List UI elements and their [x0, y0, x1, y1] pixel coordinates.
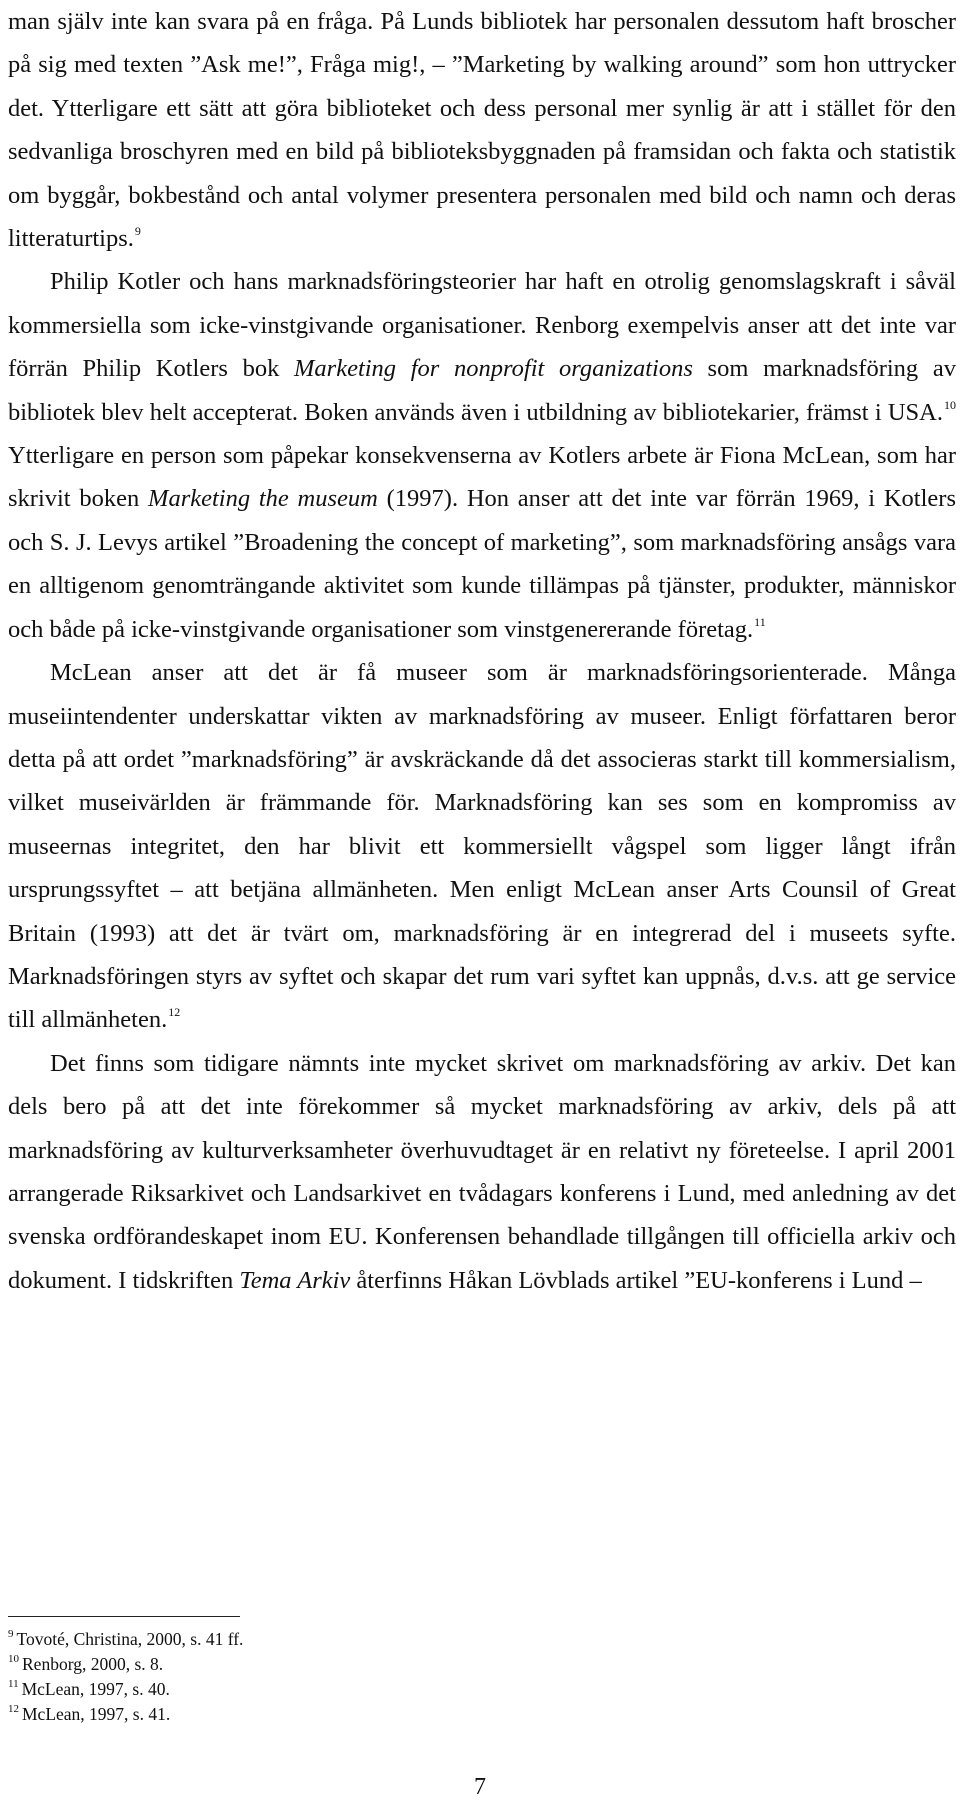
footnote-reference: 10 [944, 397, 956, 412]
footnote-12 [8, 1702, 608, 1727]
paragraph-3 [8, 651, 956, 1042]
footnotes [8, 1627, 608, 1727]
text-run: Det finns som tidigare nämnts inte mycket skrivet om marknadsföring av arkiv. Det kan dels bero på att det inte förekommer så mycket marknadsföring av arkiv, dels på att marknadsföring av kulturverksamheter överhuvudtaget är en relativt ny företeelse. I april 2001 arrangerade Riksarkivet och Landsarkivet en tvådagars konferens i Lund, med anledning av det svenska ordförandeskapet inom EU. Konferensen behandlade tillgången till officiella arkiv och dokument. I tidskriften [8, 1049, 956, 1294]
footnote-number: 10 [8, 1653, 19, 1665]
footnote-separator [8, 1616, 240, 1617]
text-run: McLean anser att det är få museer som är marknadsföringsorienterade. Många museiintendenter underskattar vikten av marknadsföring av museer. Enligt författaren beror detta på att ordet ”marknadsföring” är avskräckande då det associeras starkt till kommersialism, vilket museivärlden är främmande för. Marknadsföring kan ses som en kompromiss av museernas integritet, den har blivit ett kommersiellt vågspel som ligger långt ifrån ursprungssyftet – att betjäna allmänheten. Men enligt McLean anser Arts Counsil of Great Britain (1993) att det är tvärt om, marknadsföring är en integrerad del i museets syfte. Marknadsföringen styrs av syftet och skapar det rum vari syftet kan uppnås, d.v.s. att ge service till allmänheten. [8, 659, 956, 1034]
footnote-text: McLean, 1997, s. 40. [21, 1679, 170, 1699]
italic-title: Marketing the museum [148, 485, 378, 513]
italic-title: Marketing for nonprofit organizations [294, 355, 693, 383]
text-run: Ytterligare en person som påpekar konsekvenserna av Kotlers arbete är Fiona McLean, som har skrivit boken [8, 442, 956, 513]
paragraph-4 [8, 1042, 956, 1302]
footnote-reference: 12 [168, 1005, 181, 1020]
text-run: återfinns Håkan Lövblads artikel ”EU-konferens i Lund – [350, 1266, 922, 1294]
paragraph-2 [8, 260, 956, 651]
footnote-reference: 9 [134, 224, 141, 239]
paragraph-1 [8, 0, 956, 260]
footnote-number: 12 [8, 1703, 19, 1715]
footnote-11 [8, 1677, 608, 1702]
footnote-number: 9 [8, 1628, 14, 1640]
footnote-9 [8, 1627, 608, 1652]
footnote-text: Tovoté, Christina, 2000, s. 41 ff. [16, 1629, 244, 1649]
text-run: man själv inte kan svara på en fråga. På Lunds bibliotek har personalen dessutom haft broscher på sig med texten ”Ask me!”, Fråga mig!, – ”Marketing by walking around” som hon uttrycker det. Ytterligare ett sätt att göra biblioteket och dess personal mer synlig är att i stället för den sedvanliga broschyren med en bild på biblioteksbyggnaden på framsidan och fakta och statistik om byggår, bokbestånd och antal volymer presentera personalen med bild och namn och deras litteraturtips. [8, 8, 956, 253]
text-run: (1997). Hon anser att det inte var förrän 1969, i Kotlers och S. J. Levys artikel ”Broadening the concept of marketing”, som marknadsföring ansågs vara en alltigenom genomträngande aktivitet som kunde tillämpas på tjänster, produkter, människor och både på icke-vinstgivande organisationer som vinstgenererande företag. [8, 485, 956, 643]
footnote-text: McLean, 1997, s. 41. [22, 1704, 171, 1724]
body-text [8, 0, 956, 1302]
footnote-10 [8, 1652, 608, 1677]
page-number: 7 [474, 1774, 486, 1800]
text-run: som marknadsföring av bibliotek blev helt accepterat. Boken används även i utbildning av bibliotekarier, främst i USA. [8, 355, 956, 426]
footnote-reference: 11 [754, 614, 766, 629]
footnote-number: 11 [8, 1678, 19, 1690]
footnote-text: Renborg, 2000, s. 8. [22, 1654, 164, 1674]
text-run: Philip Kotler och hans marknadsföringsteorier har haft en otrolig genomslagskraft i såväl kommersiella som icke-vinstgivande organisationer. Renborg exempelvis anser att det inte var förrän Philip Kotlers bok [8, 268, 956, 383]
italic-title: Tema Arkiv [239, 1266, 351, 1294]
